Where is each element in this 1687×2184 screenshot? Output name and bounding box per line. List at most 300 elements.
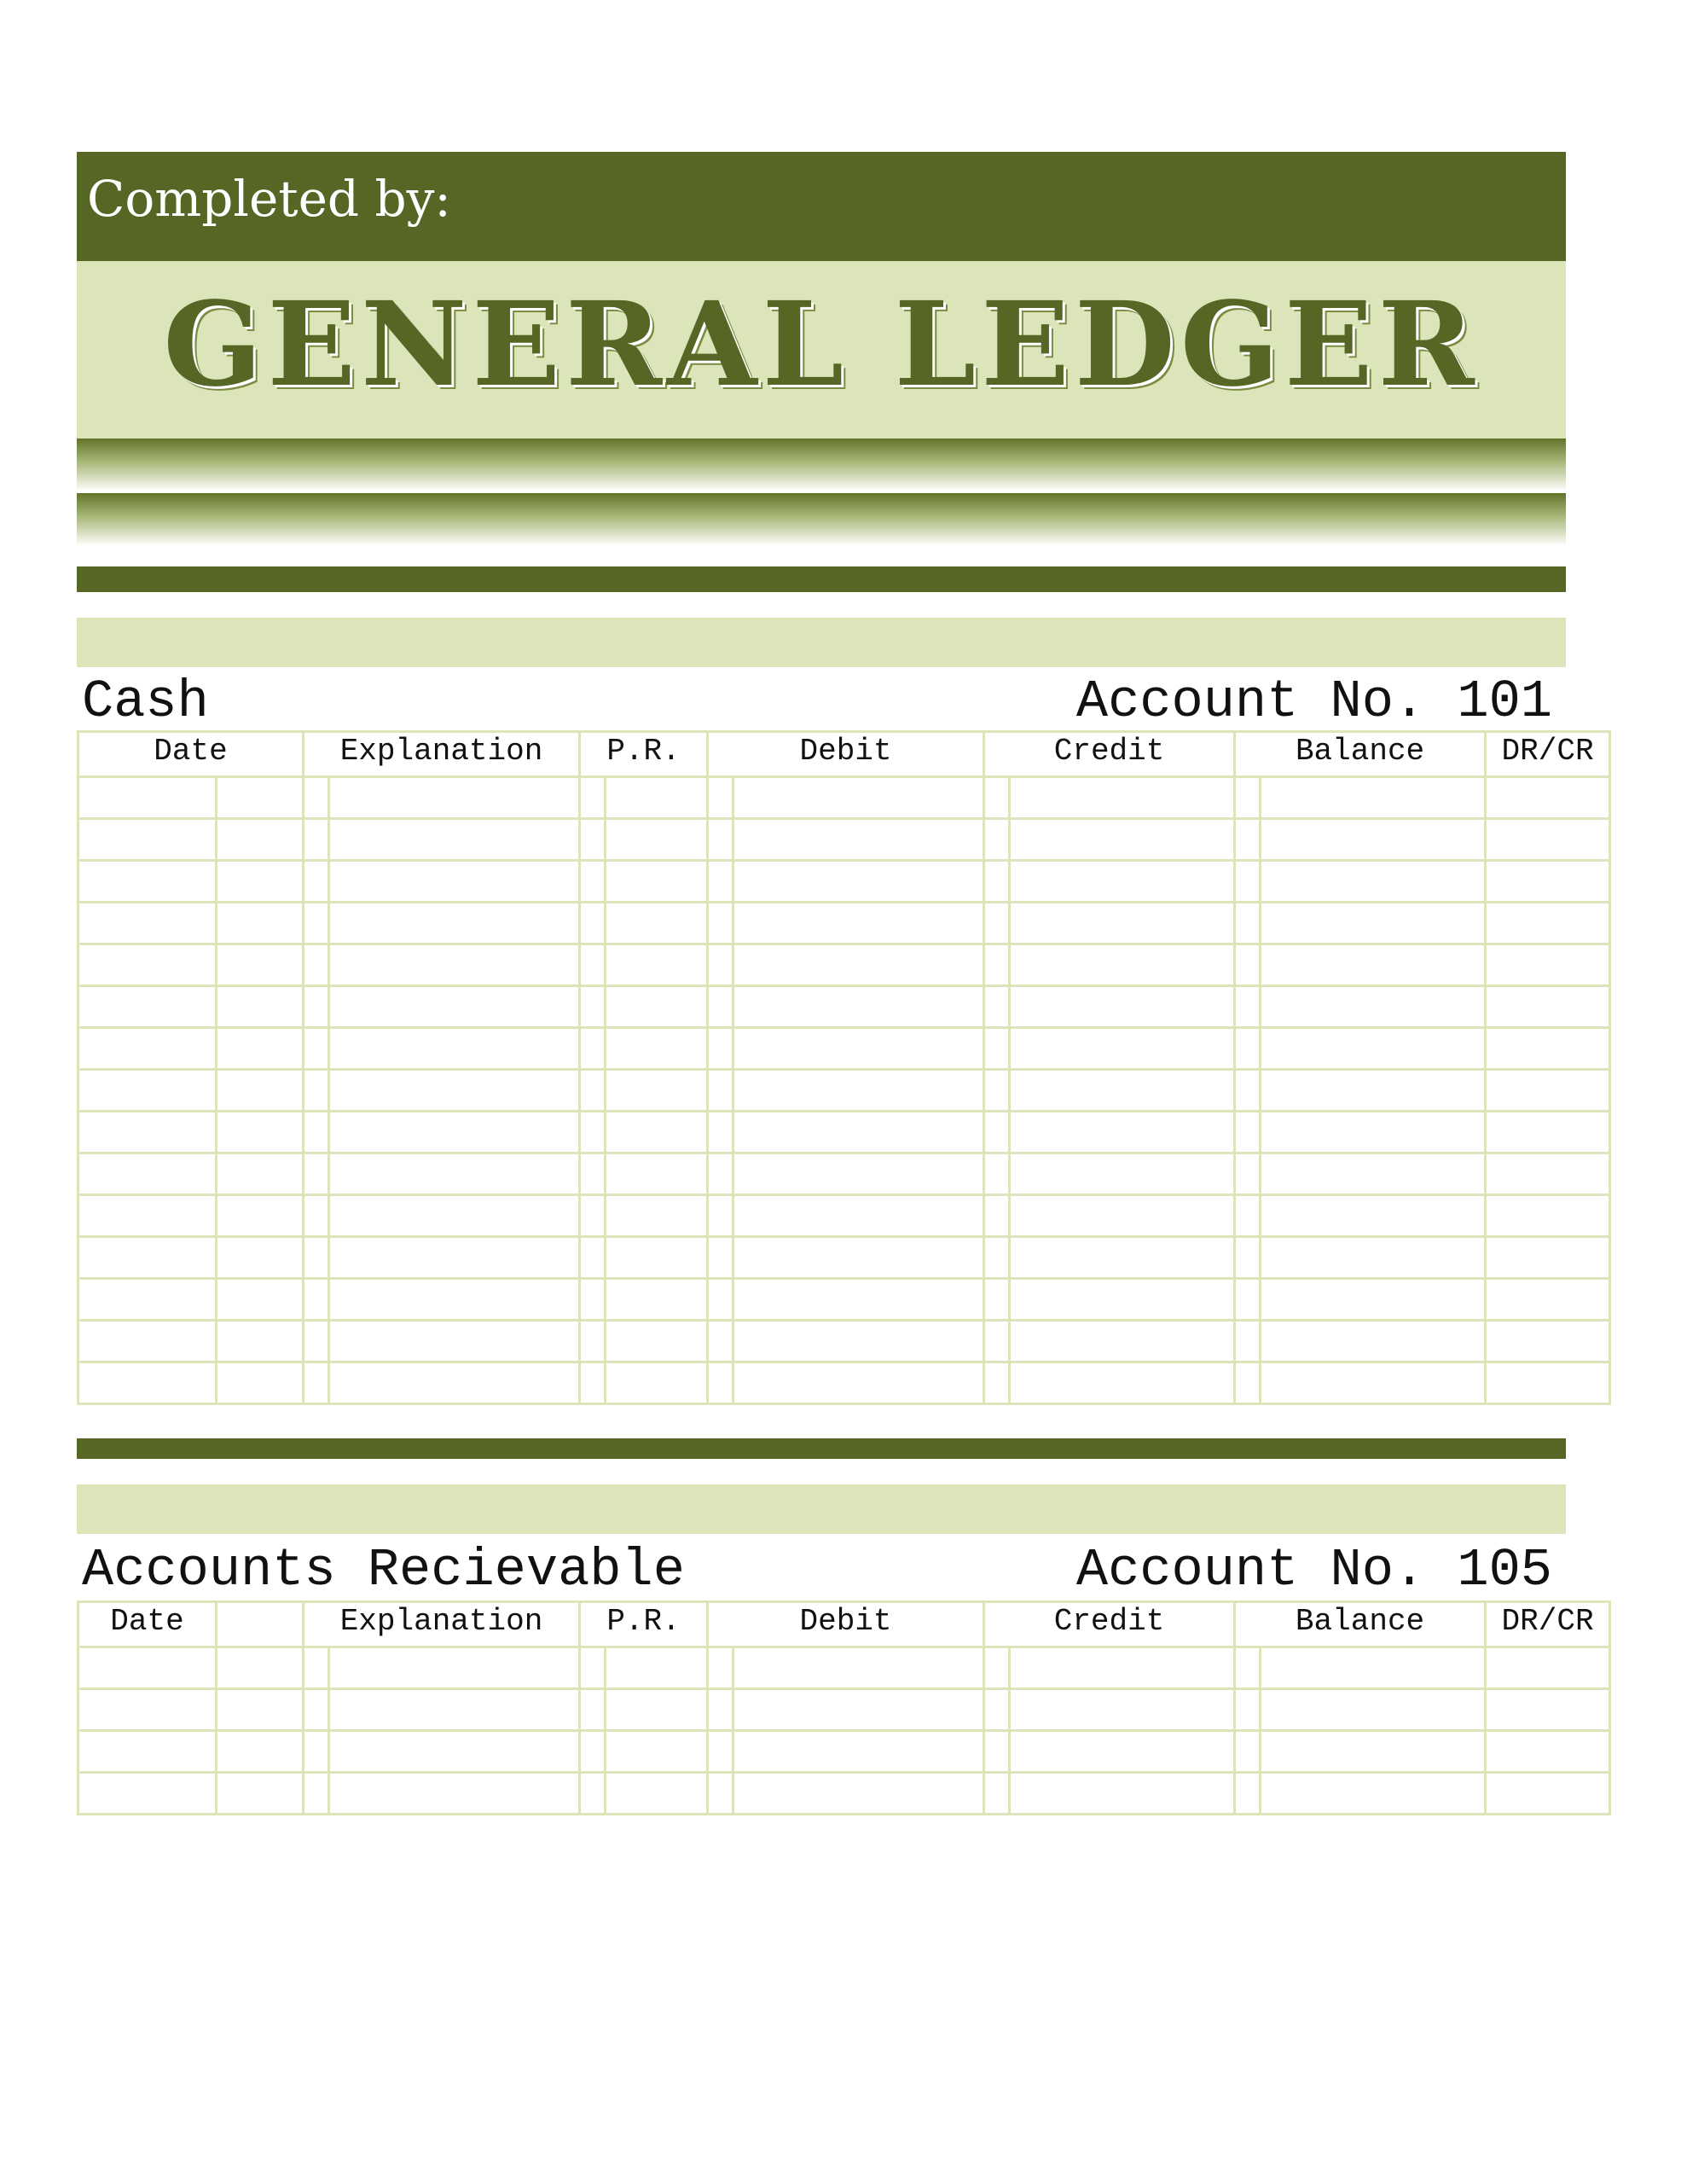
ledger-cell[interactable] xyxy=(1486,986,1610,1028)
col-header-debit: Debit xyxy=(708,1602,984,1647)
ledger-cell[interactable] xyxy=(304,861,329,903)
ledger-cell[interactable] xyxy=(984,1689,1010,1731)
account-no-value: 101 xyxy=(1457,671,1552,732)
ledger-cell[interactable] xyxy=(606,777,708,819)
col-header-credit: Credit xyxy=(984,1602,1235,1647)
ledger-cell[interactable] xyxy=(304,903,329,944)
ledger-row xyxy=(78,1195,1610,1237)
ledger-cell[interactable] xyxy=(329,1279,580,1321)
ledger-cell[interactable] xyxy=(1235,861,1261,903)
ledger-cell[interactable] xyxy=(1486,1731,1610,1773)
ledger-cell[interactable] xyxy=(1235,1647,1261,1689)
ledger-cell[interactable] xyxy=(329,1112,580,1153)
ledger-cell[interactable] xyxy=(733,903,984,944)
ledger-table-cash xyxy=(77,730,1611,1405)
ledger-cell[interactable] xyxy=(304,1689,329,1731)
ledger-cell[interactable] xyxy=(329,1731,580,1773)
ledger-row xyxy=(78,1237,1610,1279)
ledger-cell[interactable] xyxy=(580,944,606,986)
divider-bar xyxy=(77,566,1566,592)
ledger-cell[interactable] xyxy=(1486,1773,1610,1815)
ledger-cell[interactable] xyxy=(984,819,1010,861)
ledger-cell[interactable] xyxy=(580,1279,606,1321)
ledger-cell[interactable] xyxy=(1486,819,1610,861)
ledger-cell[interactable] xyxy=(1010,1689,1235,1731)
col-header-date-blank xyxy=(217,1602,304,1647)
ledger-cell[interactable] xyxy=(217,861,304,903)
ledger-row xyxy=(78,1689,1610,1731)
ledger-cell[interactable] xyxy=(606,1731,708,1773)
ledger-cell[interactable] xyxy=(329,986,580,1028)
ledger-cell[interactable] xyxy=(217,1773,304,1815)
account-no-label: Account No. xyxy=(1075,671,1426,732)
ledger-cell[interactable] xyxy=(217,1647,304,1689)
ledger-cell[interactable] xyxy=(1235,777,1261,819)
ledger-cell[interactable] xyxy=(733,1195,984,1237)
ledger-cell[interactable] xyxy=(1235,1321,1261,1362)
ledger-cell[interactable] xyxy=(1261,1195,1486,1237)
ledger-cell[interactable] xyxy=(1486,1195,1610,1237)
ledger-cell[interactable] xyxy=(1010,1773,1235,1815)
ledger-cell[interactable] xyxy=(217,1689,304,1731)
ledger-cell[interactable] xyxy=(304,1112,329,1153)
header-band xyxy=(77,152,1566,261)
ledger-row xyxy=(78,1362,1610,1404)
ledger-cell[interactable] xyxy=(329,1028,580,1070)
ledger-cell[interactable] xyxy=(708,944,733,986)
ledger-cell[interactable] xyxy=(1486,1112,1610,1153)
ledger-cell[interactable] xyxy=(984,1237,1010,1279)
ledger-cell[interactable] xyxy=(580,903,606,944)
col-header-balance: Balance xyxy=(1235,1602,1486,1647)
completed-by-label: Completed by: xyxy=(87,170,451,228)
ledger-cell[interactable] xyxy=(984,1362,1010,1404)
ledger-cell[interactable] xyxy=(580,1028,606,1070)
ledger-cell[interactable] xyxy=(580,1362,606,1404)
ledger-cell[interactable] xyxy=(984,1773,1010,1815)
ledger-cell[interactable] xyxy=(1261,1028,1486,1070)
ledger-cell[interactable] xyxy=(580,1773,606,1815)
ledger-cell[interactable] xyxy=(78,861,217,903)
ledger-cell[interactable] xyxy=(984,1195,1010,1237)
ledger-cell[interactable] xyxy=(606,1070,708,1112)
ledger-cell[interactable] xyxy=(606,1112,708,1153)
ledger-cell[interactable] xyxy=(580,1195,606,1237)
ledger-cell[interactable] xyxy=(708,1647,733,1689)
ledger-cell[interactable] xyxy=(304,819,329,861)
ledger-row xyxy=(78,986,1610,1028)
ledger-cell[interactable] xyxy=(606,1028,708,1070)
account-no-value: 105 xyxy=(1457,1540,1552,1600)
ledger-cell[interactable] xyxy=(606,861,708,903)
ledger-cell[interactable] xyxy=(1261,861,1486,903)
ledger-cell[interactable] xyxy=(733,861,984,903)
ledger-cell[interactable] xyxy=(1235,1279,1261,1321)
ledger-cell[interactable] xyxy=(606,1195,708,1237)
ledger-row xyxy=(78,1153,1610,1195)
col-header-explanation: Explanation xyxy=(304,732,580,777)
ledger-cell[interactable] xyxy=(1235,819,1261,861)
ledger-cell[interactable] xyxy=(217,1279,304,1321)
ledger-cell[interactable] xyxy=(1235,1689,1261,1731)
ledger-cell[interactable] xyxy=(984,1647,1010,1689)
ledger-cell[interactable] xyxy=(78,986,217,1028)
ledger-row xyxy=(78,861,1610,903)
ledger-cell[interactable] xyxy=(606,1689,708,1731)
ledger-cell[interactable] xyxy=(329,1153,580,1195)
ledger-cell[interactable] xyxy=(329,1321,580,1362)
ledger-cell[interactable] xyxy=(1235,903,1261,944)
ledger-cell[interactable] xyxy=(1261,944,1486,986)
ledger-cell[interactable] xyxy=(580,1070,606,1112)
ledger-cell[interactable] xyxy=(606,1321,708,1362)
ledger-cell[interactable] xyxy=(1261,1279,1486,1321)
ledger-cell[interactable] xyxy=(708,1773,733,1815)
ledger-cell[interactable] xyxy=(1010,1112,1235,1153)
ledger-cell[interactable] xyxy=(1010,1237,1235,1279)
divider-bar xyxy=(77,1438,1566,1459)
ledger-cell[interactable] xyxy=(1261,819,1486,861)
ledger-cell[interactable] xyxy=(708,1112,733,1153)
ledger-cell[interactable] xyxy=(304,1153,329,1195)
ledger-cell[interactable] xyxy=(733,1731,984,1773)
ledger-cell[interactable] xyxy=(580,777,606,819)
ledger-cell[interactable] xyxy=(1486,1070,1610,1112)
ledger-cell[interactable] xyxy=(304,1362,329,1404)
ledger-cell[interactable] xyxy=(217,986,304,1028)
ledger-cell[interactable] xyxy=(304,1195,329,1237)
gradient-stripe-1 xyxy=(77,439,1566,491)
ledger-cell[interactable] xyxy=(217,1321,304,1362)
ledger-cell[interactable] xyxy=(708,1731,733,1773)
ledger-cell[interactable] xyxy=(78,1279,217,1321)
col-header-pr: P.R. xyxy=(580,1602,708,1647)
ledger-cell[interactable] xyxy=(733,1153,984,1195)
ledger-table-accounts-receivable xyxy=(77,1600,1611,1815)
ledger-cell[interactable] xyxy=(329,861,580,903)
ledger-cell[interactable] xyxy=(1261,1731,1486,1773)
ledger-cell[interactable] xyxy=(984,903,1010,944)
ledger-cell[interactable] xyxy=(580,1237,606,1279)
ledger-cell[interactable] xyxy=(1261,986,1486,1028)
ledger-cell[interactable] xyxy=(78,1112,217,1153)
ledger-cell[interactable] xyxy=(1010,777,1235,819)
ledger-cell[interactable] xyxy=(78,1647,217,1689)
ledger-cell[interactable] xyxy=(217,777,304,819)
ledger-cell[interactable] xyxy=(984,1731,1010,1773)
col-header-drcr: DR/CR xyxy=(1486,1602,1610,1647)
title-band xyxy=(77,261,1566,439)
ledger-cell[interactable] xyxy=(1486,1689,1610,1731)
ledger-cell[interactable] xyxy=(217,1070,304,1112)
ledger-cell[interactable] xyxy=(1261,1237,1486,1279)
ledger-cell[interactable] xyxy=(1235,1195,1261,1237)
ledger-cell[interactable] xyxy=(606,903,708,944)
ledger-cell[interactable] xyxy=(1010,819,1235,861)
ledger-cell[interactable] xyxy=(1010,861,1235,903)
col-header-debit: Debit xyxy=(708,732,984,777)
ledger-cell[interactable] xyxy=(733,1689,984,1731)
ledger-cell[interactable] xyxy=(329,1070,580,1112)
ledger-body xyxy=(78,777,1610,1404)
section-band xyxy=(77,618,1566,667)
ledger-cell[interactable] xyxy=(606,1279,708,1321)
ledger-cell[interactable] xyxy=(1010,1153,1235,1195)
ledger-cell[interactable] xyxy=(78,1689,217,1731)
ledger-cell[interactable] xyxy=(1235,944,1261,986)
ledger-cell[interactable] xyxy=(606,1773,708,1815)
ledger-cell[interactable] xyxy=(984,986,1010,1028)
ledger-cell[interactable] xyxy=(304,986,329,1028)
ledger-body xyxy=(78,1647,1610,1815)
ledger-row xyxy=(78,1112,1610,1153)
ledger-cell[interactable] xyxy=(984,944,1010,986)
ledger-cell[interactable] xyxy=(1261,1070,1486,1112)
header-row xyxy=(78,1602,1610,1647)
ledger-row xyxy=(78,1647,1610,1689)
ledger-cell[interactable] xyxy=(708,1279,733,1321)
ledger-cell[interactable] xyxy=(733,1112,984,1153)
ledger-cell[interactable] xyxy=(606,986,708,1028)
ledger-cell[interactable] xyxy=(733,986,984,1028)
ledger-cell[interactable] xyxy=(580,861,606,903)
ledger-cell[interactable] xyxy=(329,944,580,986)
ledger-cell[interactable] xyxy=(304,1321,329,1362)
ledger-cell[interactable] xyxy=(1486,903,1610,944)
ledger-cell[interactable] xyxy=(733,1070,984,1112)
ledger-row xyxy=(78,1321,1610,1362)
ledger-cell[interactable] xyxy=(984,1321,1010,1362)
ledger-cell[interactable] xyxy=(304,777,329,819)
ledger-cell[interactable] xyxy=(1235,1153,1261,1195)
ledger-cell[interactable] xyxy=(733,944,984,986)
ledger-cell[interactable] xyxy=(217,1112,304,1153)
header-row xyxy=(78,732,1610,777)
ledger-cell[interactable] xyxy=(1010,1070,1235,1112)
page-title: GENERAL LEDGER xyxy=(163,276,1480,413)
ledger-cell[interactable] xyxy=(329,903,580,944)
ledger-cell[interactable] xyxy=(580,1321,606,1362)
ledger-cell[interactable] xyxy=(1261,1773,1486,1815)
col-header-credit: Credit xyxy=(984,732,1235,777)
ledger-cell[interactable] xyxy=(1010,1195,1235,1237)
ledger-cell[interactable] xyxy=(1486,1647,1610,1689)
ledger-cell[interactable] xyxy=(1010,1321,1235,1362)
ledger-cell[interactable] xyxy=(1261,1689,1486,1731)
ledger-cell[interactable] xyxy=(217,1153,304,1195)
ledger-cell[interactable] xyxy=(78,903,217,944)
ledger-cell[interactable] xyxy=(733,1773,984,1815)
ledger-cell[interactable] xyxy=(304,944,329,986)
ledger-row xyxy=(78,1070,1610,1112)
ledger-cell[interactable] xyxy=(1486,944,1610,986)
ledger-cell[interactable] xyxy=(1261,1362,1486,1404)
col-header-date: Date xyxy=(78,1602,217,1647)
ledger-cell[interactable] xyxy=(708,1028,733,1070)
ledger-cell[interactable] xyxy=(329,777,580,819)
ledger-cell[interactable] xyxy=(708,819,733,861)
ledger-cell[interactable] xyxy=(733,1237,984,1279)
ledger-cell[interactable] xyxy=(304,1070,329,1112)
ledger-cell[interactable] xyxy=(580,1689,606,1731)
ledger-cell[interactable] xyxy=(1235,1112,1261,1153)
ledger-cell[interactable] xyxy=(217,1362,304,1404)
ledger-cell[interactable] xyxy=(1261,1112,1486,1153)
account-name: Cash xyxy=(82,671,209,732)
account-number-label xyxy=(1075,1540,1552,1600)
ledger-cell[interactable] xyxy=(984,777,1010,819)
ledger-cell[interactable] xyxy=(984,861,1010,903)
ledger-cell[interactable] xyxy=(733,1362,984,1404)
ledger-cell[interactable] xyxy=(708,1321,733,1362)
ledger-cell[interactable] xyxy=(78,1773,217,1815)
ledger-cell[interactable] xyxy=(1486,1279,1610,1321)
ledger-cell[interactable] xyxy=(329,1647,580,1689)
ledger-cell[interactable] xyxy=(580,986,606,1028)
ledger-cell[interactable] xyxy=(78,944,217,986)
ledger-cell[interactable] xyxy=(1010,903,1235,944)
col-header-date: Date xyxy=(78,732,304,777)
col-header-explanation: Explanation xyxy=(304,1602,580,1647)
ledger-cell[interactable] xyxy=(1010,1279,1235,1321)
col-header-pr: P.R. xyxy=(580,732,708,777)
ledger-cell[interactable] xyxy=(1261,777,1486,819)
ledger-cell[interactable] xyxy=(708,986,733,1028)
ledger-cell[interactable] xyxy=(78,1362,217,1404)
ledger-cell[interactable] xyxy=(984,1112,1010,1153)
ledger-cell[interactable] xyxy=(78,777,217,819)
ledger-cell[interactable] xyxy=(1010,944,1235,986)
account-number-label xyxy=(1075,671,1552,732)
ledger-cell[interactable] xyxy=(708,1237,733,1279)
ledger-cell[interactable] xyxy=(1010,1028,1235,1070)
ledger-cell[interactable] xyxy=(708,861,733,903)
ledger-cell[interactable] xyxy=(329,1773,580,1815)
ledger-cell[interactable] xyxy=(1235,1731,1261,1773)
ledger-cell[interactable] xyxy=(329,1237,580,1279)
ledger-cell[interactable] xyxy=(1486,861,1610,903)
ledger-cell[interactable] xyxy=(1261,1321,1486,1362)
ledger-cell[interactable] xyxy=(1261,1153,1486,1195)
ledger-cell[interactable] xyxy=(1010,1731,1235,1773)
ledger-cell[interactable] xyxy=(1235,1028,1261,1070)
ledger-cell[interactable] xyxy=(733,777,984,819)
ledger-cell[interactable] xyxy=(304,1647,329,1689)
ledger-cell[interactable] xyxy=(708,1153,733,1195)
ledger-cell[interactable] xyxy=(78,819,217,861)
ledger-cell[interactable] xyxy=(733,1321,984,1362)
ledger-cell[interactable] xyxy=(304,1773,329,1815)
ledger-cell[interactable] xyxy=(580,1731,606,1773)
ledger-cell[interactable] xyxy=(304,1279,329,1321)
ledger-cell[interactable] xyxy=(606,1153,708,1195)
ledger-cell[interactable] xyxy=(1486,1237,1610,1279)
ledger-cell[interactable] xyxy=(1235,1362,1261,1404)
ledger-cell[interactable] xyxy=(1235,986,1261,1028)
ledger-cell[interactable] xyxy=(1010,986,1235,1028)
ledger-cell[interactable] xyxy=(984,1070,1010,1112)
ledger-cell[interactable] xyxy=(78,1731,217,1773)
ledger-cell[interactable] xyxy=(580,1153,606,1195)
ledger-cell[interactable] xyxy=(733,819,984,861)
ledger-cell[interactable] xyxy=(606,819,708,861)
ledger-cell[interactable] xyxy=(329,819,580,861)
ledger-cell[interactable] xyxy=(708,1689,733,1731)
ledger-cell[interactable] xyxy=(708,1070,733,1112)
ledger-row xyxy=(78,1731,1610,1773)
ledger-cell[interactable] xyxy=(1235,1070,1261,1112)
ledger-cell[interactable] xyxy=(329,1689,580,1731)
ledger-cell[interactable] xyxy=(78,1153,217,1195)
ledger-cell[interactable] xyxy=(329,1195,580,1237)
ledger-cell[interactable] xyxy=(1235,1773,1261,1815)
ledger-cell[interactable] xyxy=(1486,1028,1610,1070)
ledger-cell[interactable] xyxy=(304,1237,329,1279)
ledger-cell[interactable] xyxy=(984,1028,1010,1070)
col-header-balance: Balance xyxy=(1235,732,1486,777)
ledger-cell[interactable] xyxy=(708,903,733,944)
ledger-cell[interactable] xyxy=(217,819,304,861)
ledger-cell[interactable] xyxy=(217,1195,304,1237)
ledger-row xyxy=(78,1279,1610,1321)
ledger-cell[interactable] xyxy=(1261,903,1486,944)
ledger-cell[interactable] xyxy=(708,1195,733,1237)
ledger-row xyxy=(78,777,1610,819)
ledger-cell[interactable] xyxy=(78,1195,217,1237)
account-no-label: Account No. xyxy=(1075,1540,1426,1600)
ledger-cell[interactable] xyxy=(217,944,304,986)
ledger-cell[interactable] xyxy=(984,1153,1010,1195)
ledger-cell[interactable] xyxy=(708,777,733,819)
ledger-row xyxy=(78,903,1610,944)
ledger-cell[interactable] xyxy=(304,1731,329,1773)
ledger-cell[interactable] xyxy=(217,1731,304,1773)
ledger-cell[interactable] xyxy=(78,1070,217,1112)
ledger-cell[interactable] xyxy=(304,1028,329,1070)
ledger-row xyxy=(78,819,1610,861)
ledger-cell[interactable] xyxy=(606,1362,708,1404)
ledger-cell[interactable] xyxy=(580,1647,606,1689)
ledger-cell[interactable] xyxy=(217,903,304,944)
ledger-cell[interactable] xyxy=(217,1028,304,1070)
ledger-cell[interactable] xyxy=(1486,777,1610,819)
ledger-cell[interactable] xyxy=(1261,1647,1486,1689)
gradient-stripe-2 xyxy=(77,493,1566,546)
ledger-cell[interactable] xyxy=(580,819,606,861)
ledger-cell[interactable] xyxy=(733,1028,984,1070)
ledger-cell[interactable] xyxy=(606,1647,708,1689)
ledger-cell[interactable] xyxy=(1486,1153,1610,1195)
ledger-cell[interactable] xyxy=(78,1028,217,1070)
account-name: Accounts Recievable xyxy=(82,1540,685,1600)
ledger-cell[interactable] xyxy=(580,1112,606,1153)
ledger-cell[interactable] xyxy=(984,1279,1010,1321)
ledger-cell[interactable] xyxy=(78,1321,217,1362)
ledger-cell[interactable] xyxy=(217,1237,304,1279)
ledger-cell[interactable] xyxy=(1010,1362,1235,1404)
ledger-cell[interactable] xyxy=(606,1237,708,1279)
ledger-cell[interactable] xyxy=(1486,1321,1610,1362)
ledger-cell[interactable] xyxy=(733,1647,984,1689)
ledger-cell[interactable] xyxy=(1486,1362,1610,1404)
ledger-cell[interactable] xyxy=(606,944,708,986)
ledger-cell[interactable] xyxy=(78,1237,217,1279)
ledger-cell[interactable] xyxy=(329,1362,580,1404)
ledger-cell[interactable] xyxy=(1010,1647,1235,1689)
ledger-cell[interactable] xyxy=(708,1362,733,1404)
ledger-cell[interactable] xyxy=(733,1279,984,1321)
ledger-cell[interactable] xyxy=(1235,1237,1261,1279)
